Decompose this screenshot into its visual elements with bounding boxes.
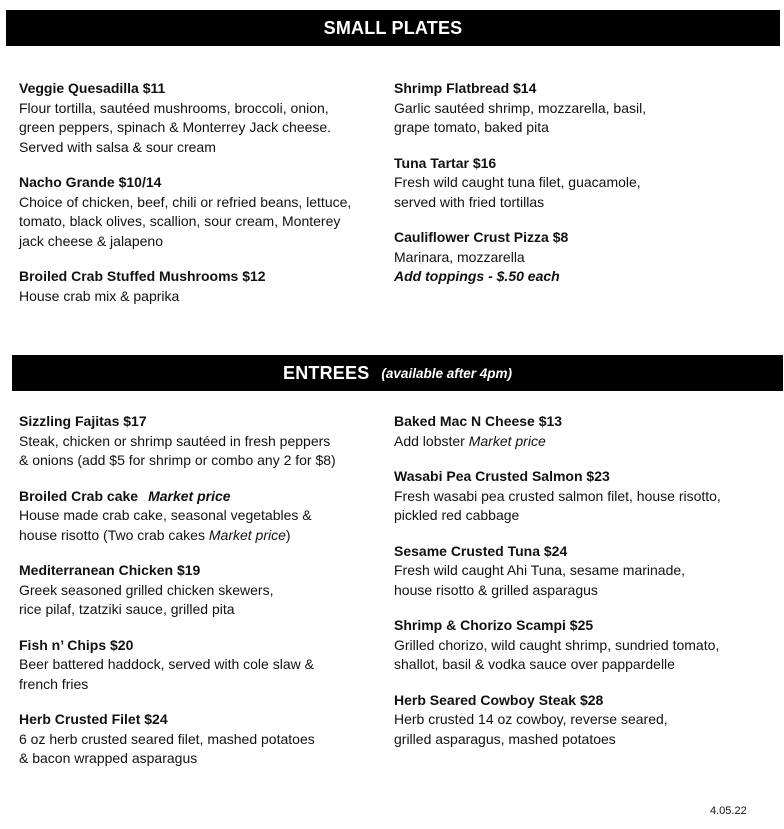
item-title-row bbox=[19, 487, 379, 507]
market-price-label: Market price bbox=[208, 526, 286, 543]
item-title: Fish n’ Chips $20 bbox=[19, 636, 134, 653]
item-title: Veggie Quesadilla $11 bbox=[19, 80, 166, 96]
item-desc: grape tomato, baked pita bbox=[394, 119, 549, 135]
item-title: Broiled Crab Stuffed Mushrooms $12 bbox=[19, 268, 266, 284]
menu-item-mediterranean-chicken bbox=[19, 561, 379, 620]
menu-date: 4.05.22 bbox=[710, 805, 747, 817]
item-title: Herb Crusted Filet $24 bbox=[19, 711, 168, 727]
item-desc: Beer battered haddock, served with cole slaw & bbox=[19, 656, 314, 672]
item-desc: Flour tortilla, sautéed mushrooms, broccoli, onion, bbox=[19, 99, 329, 116]
menu-item-broiled-crab-stuffed-mushrooms bbox=[19, 267, 379, 306]
entrees-right-column bbox=[394, 412, 754, 765]
menu-item-cauliflower-crust-pizza bbox=[394, 228, 754, 287]
menu-item-nacho-grande bbox=[19, 173, 379, 251]
item-desc: Steak, chicken or shrimp sautéed in fresh peppers bbox=[19, 432, 331, 449]
entrees-header bbox=[12, 355, 783, 391]
item-desc: grilled asparagus, mashed potatoes bbox=[394, 730, 616, 747]
item-desc: jack cheese & jalapeno bbox=[19, 232, 163, 249]
menu-item-shrimp-chorizo-scampi bbox=[394, 616, 754, 675]
item-desc: tomato, black olives, scallion, sour cream, Monterey bbox=[19, 213, 341, 229]
item-desc: & bacon wrapped asparagus bbox=[19, 750, 198, 766]
menu-item-baked-mac-n-cheese bbox=[394, 412, 754, 451]
menu-item-herb-seared-cowboy-steak bbox=[394, 691, 754, 750]
item-desc: Served with salsa & sour cream bbox=[19, 138, 216, 155]
item-title: Broiled Crab cake bbox=[19, 487, 139, 504]
menu-item-sesame-crusted-tuna bbox=[394, 542, 754, 601]
item-desc: ) bbox=[285, 526, 291, 543]
item-desc: french fries bbox=[19, 675, 89, 692]
item-desc: Marinara, mozzarella bbox=[394, 248, 525, 265]
item-desc: served with fried tortillas bbox=[394, 193, 545, 210]
add-toppings-note: Add toppings - $.50 each bbox=[394, 268, 560, 284]
item-desc: Herb crusted 14 oz cowboy, reverse seared, bbox=[394, 711, 668, 727]
item-desc-row bbox=[19, 526, 379, 546]
entrees-left-column bbox=[19, 412, 379, 785]
small-plates-title: SMALL PLATES bbox=[323, 17, 463, 38]
menu-item-broiled-crab-cake bbox=[19, 487, 379, 546]
item-title: Tuna Tartar $16 bbox=[394, 154, 497, 171]
market-price-label: Market price bbox=[468, 432, 546, 449]
item-desc: green peppers, spinach & Monterrey Jack cheese. bbox=[19, 119, 332, 135]
item-desc: Choice of chicken, beef, chili or refried beans, lettuce, bbox=[19, 193, 352, 210]
item-title: Sesame Crusted Tuna $24 bbox=[394, 542, 568, 559]
item-desc: Fresh wild caught Ahi Tuna, sesame marinade, bbox=[394, 562, 686, 578]
item-title: Mediterranean Chicken $19 bbox=[19, 562, 201, 578]
entrees-title: ENTREES bbox=[283, 362, 370, 383]
menu-item-shrimp-flatbread bbox=[394, 79, 754, 138]
entrees-availability-note: (available after 4pm) bbox=[381, 365, 512, 381]
item-title: Nacho Grande $10/14 bbox=[19, 174, 162, 190]
menu-item-sizzling-fajitas bbox=[19, 412, 379, 471]
item-desc: rice pilaf, tzatziki sauce, grilled pita bbox=[19, 601, 235, 617]
item-title: Shrimp & Chorizo Scampi $25 bbox=[394, 617, 594, 633]
item-desc: Garlic sautéed shrimp, mozzarella, basil, bbox=[394, 99, 647, 116]
item-title: Sizzling Fajitas $17 bbox=[19, 413, 147, 429]
market-price-label: Market price bbox=[148, 487, 231, 504]
item-title: Baked Mac N Cheese $13 bbox=[394, 413, 563, 429]
item-desc: House crab mix & paprika bbox=[19, 287, 180, 304]
small-plates-header bbox=[6, 10, 780, 46]
menu-item-fish-n-chips bbox=[19, 636, 379, 695]
item-desc: 6 oz herb crusted seared filet, mashed potatoes bbox=[19, 730, 315, 747]
item-title: Shrimp Flatbread $14 bbox=[394, 80, 537, 96]
menu-item-herb-crusted-filet bbox=[19, 710, 379, 769]
item-desc: Add lobster bbox=[394, 432, 469, 449]
menu-item-wasabi-pea-crusted-salmon bbox=[394, 467, 754, 526]
item-title: Cauliflower Crust Pizza $8 bbox=[394, 229, 569, 245]
item-desc: & onions (add $5 for shrimp or combo any 2 for $8) bbox=[19, 452, 336, 468]
item-desc: house risotto (Two crab cakes bbox=[19, 526, 209, 543]
small-plates-left-column bbox=[19, 79, 379, 322]
menu-item-tuna-tartar bbox=[394, 154, 754, 213]
item-desc: house risotto & grilled asparagus bbox=[394, 581, 598, 598]
item-title: Wasabi Pea Crusted Salmon $23 bbox=[394, 468, 610, 484]
item-desc: shallot, basil & vodka sauce over pappardelle bbox=[394, 656, 675, 672]
item-desc: Grilled chorizo, wild caught shrimp, sundried tomato, bbox=[394, 636, 720, 653]
item-desc: Greek seasoned grilled chicken skewers, bbox=[19, 581, 274, 598]
menu-item-veggie-quesadilla bbox=[19, 79, 379, 157]
item-title: Herb Seared Cowboy Steak $28 bbox=[394, 691, 604, 708]
item-desc: House made crab cake, seasonal vegetables & bbox=[19, 507, 312, 523]
item-desc-row bbox=[394, 432, 754, 452]
item-desc: Fresh wasabi pea crusted salmon filet, house risotto, bbox=[394, 487, 721, 504]
item-desc: pickled red cabbage bbox=[394, 507, 520, 523]
small-plates-right-column bbox=[394, 79, 754, 303]
item-desc: Fresh wild caught tuna filet, guacamole, bbox=[394, 174, 641, 190]
